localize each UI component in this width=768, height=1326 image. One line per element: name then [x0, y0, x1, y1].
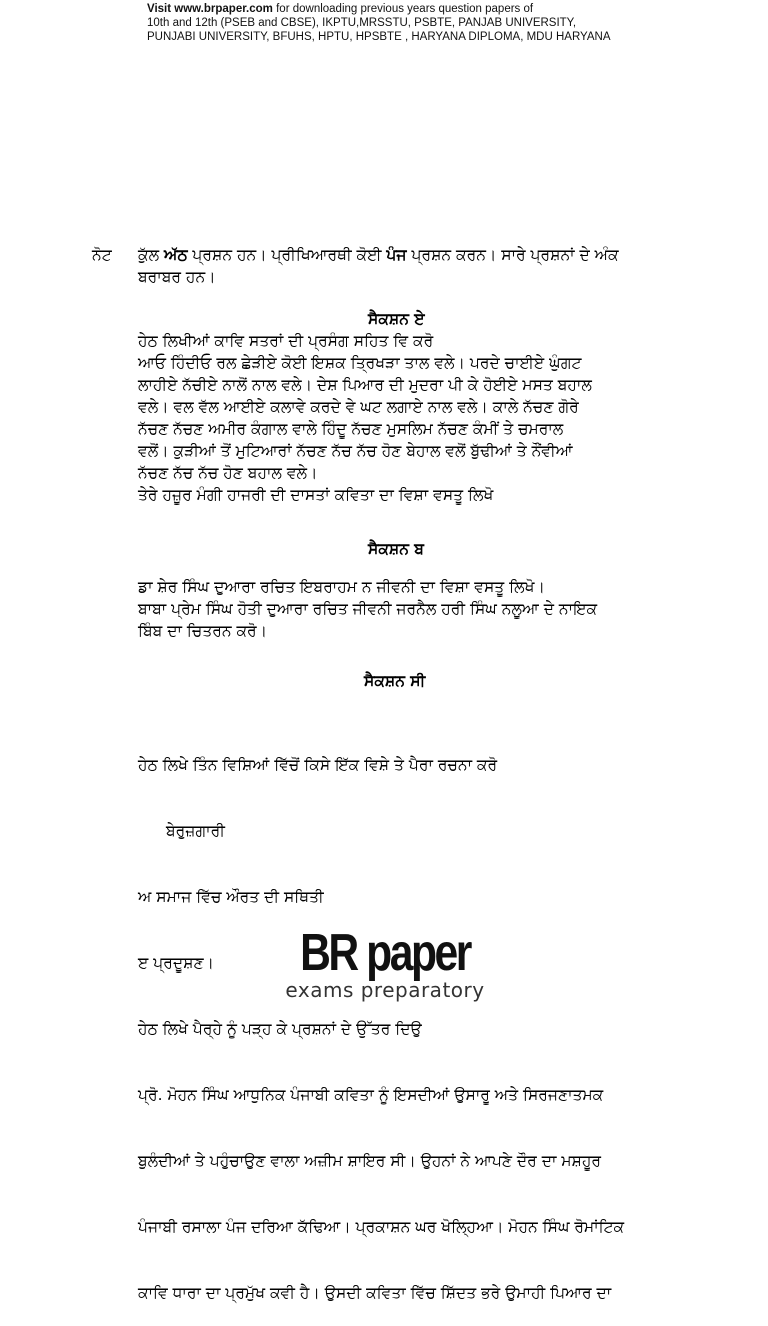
- section-a-line: ਲਾਹੀਏ ਨੱਚੀਏ ਨਾਲੋਂ ਨਾਲ ਵਲੇ। ਦੇਸ਼ ਪਿਆਰ ਦੀ ਮੁਦਰਾ ਪੀ ਕੇ ਹੋਈਏ ਮਸਤ ਬਹਾਲ: [138, 376, 592, 394]
- section-c-heading: ਸੈਕਸ਼ਨ ਸੀ: [364, 672, 426, 690]
- note-label: ਨੋਟ: [92, 246, 112, 264]
- section-b-body: [138, 576, 698, 642]
- header-line-3: PUNJABI UNIVERSITY, BFUHS, HPTU, HPSBTE , HARYANA DIPLOMA, MDU HARYANA: [147, 31, 611, 43]
- note-part-2: ਪ੍ਰਸ਼ਨ ਹਨ। ਪ੍ਰੀਖਿਆਰਥੀ ਕੋਈ: [187, 246, 387, 264]
- section-a-line: ਤੇਰੇ ਹਜ਼ੂਰ ਮੰਗੀ ਹਾਜਰੀ ਦੀ ਦਾਸਤਾਂ ਕਵਿਤਾ ਦਾ ਵਿਸ਼ਾ ਵਸਤੂ ਲਿਖੋ: [138, 486, 494, 504]
- note-line-2: ਬਰਾਬਰ ਹਨ।: [138, 268, 216, 286]
- note-part-1: ਕੁੱਲ: [138, 246, 164, 264]
- section-a-line: ਵਲੇ। ਵਲ ਵੱਲ ਆਈਏ ਕਲਾਵੇ ਕਰਦੇ ਵੇ ਘਟ ਲਗਾਏ ਨਾਲ ਵਲੇ। ਕਾਲੇ ਨੱਚਣ ਗੋਰੇ: [138, 398, 579, 416]
- note-bold-eight: ਅੱਠ: [163, 246, 188, 264]
- section-a-heading: ਸੈਕਸ਼ਨ ਏ: [368, 310, 425, 328]
- section-b-heading: ਸੈਕਸ਼ਨ ਬ: [368, 540, 424, 558]
- section-c-line: ਬੇਰੁਜ਼ਗਾਰੀ: [166, 822, 225, 840]
- site-link[interactable]: Visit www.brpaper.com: [147, 3, 273, 15]
- section-c-line: ਪ੍ਰੋ. ਮੋਹਨ ਸਿੰਘ ਆਧੁਨਿਕ ਪੰਜਾਬੀ ਕਵਿਤਾ ਨੂੰ ਇਸਦੀਆਂ ਉਸਾਰੂ ਅਤੇ ਸਿਰਜਣਾਤਮਕ: [138, 1086, 604, 1104]
- site-header: [147, 2, 707, 44]
- section-c-line: ਹੇਠ ਲਿਖੇ ਤਿੰਨ ਵਿਸ਼ਿਆਂ ਵਿੱਚੋਂ ਕਿਸੇ ਇੱਕ ਵਿਸ਼ੇ ਤੇ ਪੈਰਾ ਰਚਨਾ ਕਰੋ: [138, 756, 498, 774]
- note-text: [138, 244, 698, 288]
- section-c-line: ਅ ਸਮਾਜ ਵਿੱਚ ਔਰਤ ਦੀ ਸਥਿਤੀ: [138, 888, 324, 906]
- section-c-body: [138, 710, 698, 1326]
- section-a-line: ਹੇਠ ਲਿਖੀਆਂ ਕਾਵਿ ਸਤਰਾਂ ਦੀ ਪ੍ਰਸੰਗ ਸਹਿਤ ਵਿ ਕਰੋ: [138, 332, 434, 350]
- section-a-body: [138, 330, 698, 506]
- header-line-1: [147, 2, 707, 16]
- section-c-line: ੲ ਪ੍ਰਦੂਸ਼ਣ।: [138, 954, 214, 972]
- section-a-line: ਨੱਚਣ ਨੱਚ ਨੱਚ ਹੋਣ ਬਹਾਲ ਵਲੇ।: [138, 464, 318, 482]
- brpaper-logo: [260, 924, 510, 1002]
- section-b-line: ਬਾਬਾ ਪ੍ਰੇਮ ਸਿੰਘ ਹੋਤੀ ਦੁਆਰਾ ਰਚਿਤ ਜੀਵਨੀ ਜਰਨੈਲ ਹਰੀ ਸਿੰਘ ਨਲੂਆ ਦੇ ਨਾਇਕ: [138, 600, 598, 618]
- note-part-3: ਪ੍ਰਸ਼ਨ ਕਰਨ। ਸਾਰੇ ਪ੍ਰਸ਼ਨਾਂ ਦੇ ਅੰਕ: [406, 246, 619, 264]
- section-c-line: ਹੇਠ ਲਿਖੇ ਪੈਰ੍ਹੇ ਨੂੰ ਪੜ੍ਹ ਕੇ ਪ੍ਰਸ਼ਨਾਂ ਦੇ ਉੱਤਰ ਦਿਉ: [138, 1020, 422, 1038]
- logo-sub-text: exams preparatory: [285, 978, 485, 1002]
- note-bold-five: ਪੰਜ: [386, 246, 407, 264]
- header-line-2: 10th and 12th (PSEB and CBSE), IKPTU,MRSSTU, PSBTE, PANJAB UNIVERSITY,: [147, 17, 577, 29]
- section-a-line: ਨੱਚਣ ਨੱਚਣ ਅਮੀਰ ਕੰਗਾਲ ਵਾਲੇ ਹਿੰਦੂ ਨੱਚਣ ਮੁਸਲਿਮ ਨੱਚਣ ਕੰਮੀਂ ਤੇ ਚਮਰਾਲ: [138, 420, 564, 438]
- header-line-1-rest: for downloading previous years question papers of: [272, 3, 534, 15]
- section-a-line: ਵਲੋਂ। ਕੁੜੀਆਂ ਤੋਂ ਮੁਟਿਆਰਾਂ ਨੱਚਣ ਨੱਚ ਨੱਚ ਹੋਣ ਬੇਹਾਲ ਵਲੋਂ ਬੁੱਢੀਆਂ ਤੇ ਨੌਂਵੀਆਂ: [138, 442, 573, 460]
- logo-main-text: BR paper: [300, 924, 470, 982]
- section-c-line: ਕਾਵਿ ਧਾਰਾ ਦਾ ਪ੍ਰਮੁੱਖ ਕਵੀ ਹੈ। ਉਸਦੀ ਕਵਿਤਾ ਵਿੱਚ ਸ਼ਿੱਦਤ ਭਰੇ ਉਮਾਹੀ ਪਿਆਰ ਦਾ: [138, 1284, 612, 1302]
- section-b-line: ਬਿੰਬ ਦਾ ਚਿਤਰਨ ਕਰੋ।: [138, 622, 268, 640]
- section-a-line: ਆਓ ਹਿੰਦੀਓ ਰਲ ਛੇੜੀਏ ਕੋਈ ਇਸ਼ਕ ਤ੍ਰਿਖੜਾ ਤਾਲ ਵਲੇ। ਪਰਦੇ ਚਾਈਏ ਘੁੰਗਟ: [138, 354, 582, 372]
- section-c-line: ਬੁਲੰਦੀਆਂ ਤੇ ਪਹੁੰਚਾਉਣ ਵਾਲਾ ਅਜ਼ੀਮ ਸ਼ਾਇਰ ਸੀ। ਉਹਨਾਂ ਨੇ ਆਪਣੇ ਦੌਰ ਦਾ ਮਸ਼ਹੂਰ: [138, 1152, 601, 1170]
- section-c-line: ਪੰਜਾਬੀ ਰਸਾਲਾ ਪੰਜ ਦਰਿਆ ਕੱਢਿਆ। ਪ੍ਰਕਾਸ਼ਨ ਘਰ ਖੋਲ੍ਹਿਆ। ਮੋਹਨ ਸਿੰਘ ਰੋਮਾਂਟਿਕ: [138, 1218, 625, 1236]
- note-line-1: [138, 244, 698, 266]
- section-b-line: ਡਾ ਸ਼ੇਰ ਸਿੰਘ ਦੁਆਰਾ ਰਚਿਤ ਇਬਰਾਹਮ ਨ ਜੀਵਨੀ ਦਾ ਵਿਸ਼ਾ ਵਸਤੂ ਲਿਖੋ।: [138, 578, 545, 596]
